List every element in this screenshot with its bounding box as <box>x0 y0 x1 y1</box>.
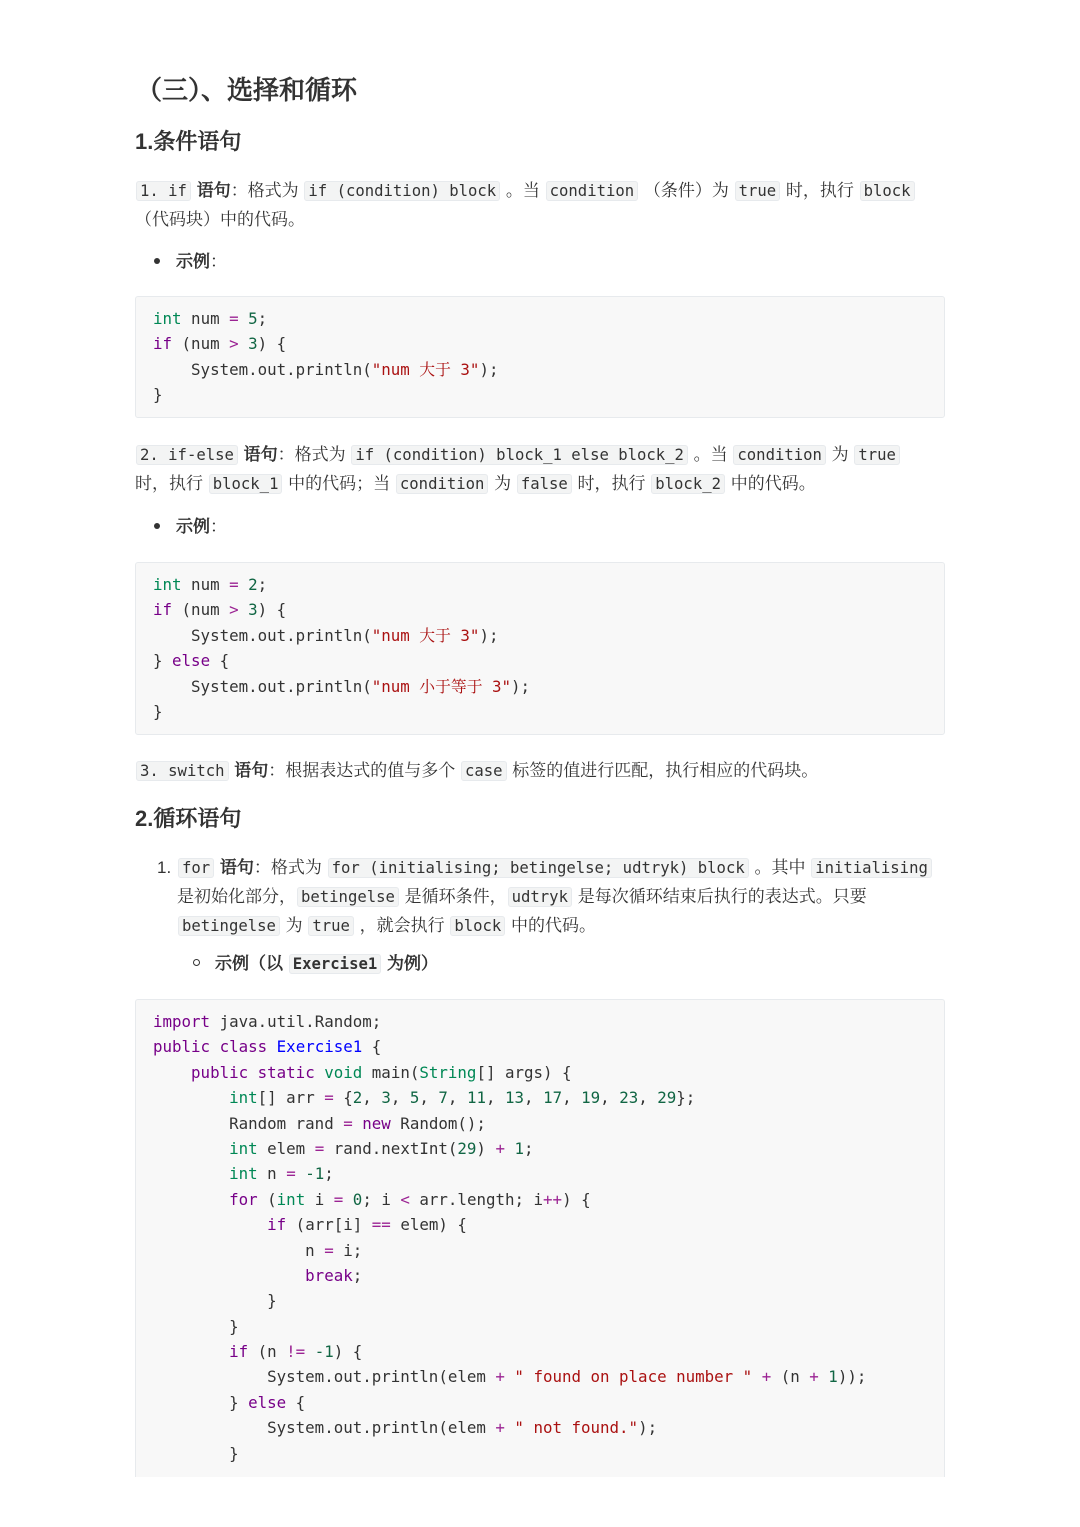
bold-text: 示例（以 <box>215 954 288 973</box>
operator-token: = <box>229 309 239 328</box>
number-token: 7 <box>438 1088 448 1108</box>
code-text <box>239 309 249 328</box>
code-text: { <box>210 651 230 671</box>
code-text: arr.length; i <box>409 1189 544 1209</box>
code-text: Random rand <box>153 1113 344 1133</box>
keyword-token: public <box>191 1062 249 1082</box>
text-run: 中的代码。 <box>506 916 597 935</box>
operator-token: + <box>761 1367 772 1387</box>
code-line <box>153 1111 944 1136</box>
inline-code: condition <box>396 474 489 494</box>
inline-code: udtryk <box>508 887 572 907</box>
keyword-token: else <box>248 1392 287 1412</box>
operator-token: = <box>324 1240 334 1260</box>
string-token: " found on place number " <box>514 1367 753 1387</box>
code-text <box>153 1164 229 1183</box>
code-line <box>153 1212 944 1237</box>
operator-token: != <box>286 1342 306 1362</box>
code-line <box>153 1314 944 1339</box>
operator-token: > <box>229 600 239 620</box>
text-run: 时，执行 <box>572 474 651 493</box>
code-text: { <box>286 1392 306 1412</box>
code-text: , <box>562 1088 582 1108</box>
text-run: （代码块）中的代码。 <box>135 210 305 229</box>
inline-code: block <box>860 181 915 201</box>
code-text: i <box>305 1189 334 1209</box>
inline-code: if (condition) block_1 else block_2 <box>351 445 688 465</box>
number-token: 5 <box>248 309 258 328</box>
number-token: 3 <box>381 1088 391 1108</box>
code-text: , <box>638 1088 658 1108</box>
code-text: ); <box>511 676 531 696</box>
text-run: 是循环条件， <box>399 887 507 906</box>
code-line <box>153 1263 944 1288</box>
inline-code: 1. if <box>136 181 191 201</box>
code-text: elem) { <box>390 1215 467 1235</box>
text-run: ，就会执行 <box>354 916 450 935</box>
code-text <box>505 1367 515 1386</box>
type-token: int <box>153 575 182 594</box>
number-token: 1 <box>514 1138 524 1158</box>
code-text <box>153 1342 229 1361</box>
code-text: { <box>333 1088 353 1108</box>
code-line <box>153 1415 944 1440</box>
code-line <box>153 648 944 673</box>
text-run: 。当 <box>688 445 733 464</box>
code-line <box>153 357 944 382</box>
code-text: ) { <box>257 600 287 620</box>
code-text: ); <box>479 359 499 379</box>
code-block-if-else-example <box>135 562 945 735</box>
code-text: System.out.println( <box>153 359 372 379</box>
type-token: String <box>419 1062 477 1082</box>
code-text: n <box>153 1240 325 1260</box>
text-line <box>176 247 227 276</box>
inline-code: 2. if-else <box>136 445 238 465</box>
text-run: 是每次循环结束后执行的表达式。只要 <box>572 887 867 906</box>
code-text <box>153 1215 267 1234</box>
text-run: 为 <box>489 474 516 493</box>
number-token: -1 <box>305 1164 325 1184</box>
if-statement-paragraph <box>135 176 916 234</box>
code-text: } <box>153 1392 249 1412</box>
keyword-token: class <box>219 1037 268 1057</box>
number-token: 5 <box>409 1088 420 1108</box>
text-run: 中的代码。 <box>725 474 816 493</box>
code-text: main( <box>362 1062 420 1082</box>
code-text: (n <box>248 1342 287 1362</box>
number-token: 3 <box>248 600 258 620</box>
keyword-token: if <box>153 334 173 354</box>
number-token: -1 <box>314 1342 334 1362</box>
for-statement-paragraph <box>177 853 933 940</box>
section-heading-conditionals: 1.条件语句 <box>135 129 242 154</box>
operator-token: + <box>495 1367 505 1387</box>
code-text <box>248 1063 258 1082</box>
keyword-token: if <box>153 600 173 620</box>
keyword-token: else <box>172 651 211 671</box>
text-run: 为 <box>826 445 854 464</box>
sub-bullet-circle <box>193 959 200 966</box>
operator-token: = <box>314 1138 325 1158</box>
code-text: } <box>153 701 163 721</box>
number-token: 29 <box>657 1088 677 1108</box>
code-text: n <box>257 1164 287 1184</box>
keyword-token: break <box>305 1265 353 1285</box>
operator-token: = <box>229 575 239 594</box>
code-line <box>153 1390 944 1415</box>
text-run: ：格式为 <box>277 445 351 464</box>
code-line <box>153 623 944 648</box>
text-run: ：格式为 <box>230 181 304 200</box>
code-text: ; <box>324 1164 334 1184</box>
code-line <box>153 1238 944 1263</box>
text-run: 中的代码；当 <box>283 474 395 493</box>
operator-token: == <box>371 1215 391 1235</box>
code-text: rand.nextInt( <box>324 1138 458 1158</box>
code-text: num <box>181 309 230 328</box>
text-run: ：格式为 <box>253 858 327 877</box>
inline-code: true <box>308 916 354 936</box>
operator-token: > <box>229 334 239 354</box>
code-text: } <box>153 1316 239 1336</box>
code-text <box>343 1190 353 1209</box>
number-token: 0 <box>352 1189 363 1209</box>
operator-token: < <box>400 1189 410 1209</box>
code-text: ; <box>524 1138 534 1158</box>
code-text: ; i <box>362 1189 401 1209</box>
keyword-token: import <box>153 1012 211 1031</box>
code-text <box>239 600 249 619</box>
number-token: 3 <box>248 334 258 354</box>
code-text: } <box>153 1291 277 1311</box>
code-text: ); <box>479 625 499 645</box>
text-line <box>135 756 818 785</box>
bold-text: 语句 <box>219 858 254 877</box>
inline-code: block <box>450 916 505 936</box>
code-text: , <box>419 1088 439 1108</box>
code-line <box>153 1085 944 1110</box>
code-text <box>153 1139 229 1158</box>
code-text: { <box>362 1037 382 1057</box>
keyword-token: if <box>229 1342 249 1362</box>
if-else-statement-paragraph <box>135 440 901 498</box>
text-line <box>135 205 916 234</box>
code-line <box>153 1034 944 1059</box>
code-text: (num <box>172 600 230 620</box>
inline-code: initialising <box>811 858 932 878</box>
code-block-exercise1 <box>135 999 945 1477</box>
code-line <box>153 1441 944 1466</box>
number-token: 13 <box>505 1088 525 1108</box>
inline-code: betingelse <box>178 916 280 936</box>
number-token: 2 <box>248 575 258 594</box>
code-text: , <box>524 1088 544 1108</box>
code-text <box>819 1367 829 1386</box>
keyword-token: static <box>257 1062 315 1082</box>
code-line <box>153 1339 944 1364</box>
code-text <box>153 1190 229 1209</box>
code-text <box>505 1418 515 1437</box>
code-text: ); <box>638 1418 658 1438</box>
code-text: ; <box>352 1265 363 1285</box>
text-run: 。其中 <box>749 858 811 877</box>
code-text: , <box>362 1088 382 1108</box>
text-run: 时，执行 <box>781 181 859 200</box>
number-token: 17 <box>543 1088 563 1108</box>
bold-text: 示例 <box>176 517 210 536</box>
inline-code: Exercise1 <box>289 954 382 974</box>
code-text: ) { <box>562 1189 591 1209</box>
code-line <box>153 1161 944 1186</box>
list-item-number: 1. <box>157 858 172 877</box>
text-run: 。当 <box>501 181 545 200</box>
inline-code: true <box>735 181 781 201</box>
bullet-dot <box>154 258 160 264</box>
code-text <box>752 1367 762 1386</box>
code-text: System.out.println( <box>153 625 372 645</box>
code-text: [] args) { <box>476 1062 572 1082</box>
type-token: int <box>276 1189 306 1209</box>
type-token: int <box>153 309 182 328</box>
code-text: , <box>600 1088 620 1108</box>
code-line <box>153 1187 944 1212</box>
code-text <box>239 334 249 353</box>
text-line <box>215 949 438 978</box>
type-token: int <box>229 1164 258 1184</box>
code-text: Random(); <box>390 1113 486 1133</box>
operator-token: + <box>809 1367 819 1387</box>
example-label-exercise1 <box>215 949 438 978</box>
operator-token: ++ <box>543 1189 563 1209</box>
inline-code: case <box>461 761 507 781</box>
number-token: 2 <box>352 1088 363 1108</box>
code-text: } <box>153 651 173 671</box>
code-text: elem <box>257 1138 315 1158</box>
code-line <box>153 1060 944 1085</box>
inline-code: block_2 <box>651 474 725 494</box>
class-name-token: Exercise1 <box>276 1037 363 1057</box>
code-line <box>153 331 944 356</box>
operator-token: = <box>286 1164 296 1184</box>
code-block-if-example <box>135 296 945 418</box>
code-text: System.out.println(elem <box>153 1418 496 1438</box>
code-line <box>153 306 944 331</box>
code-text <box>239 575 249 594</box>
operator-token: = <box>343 1113 353 1133</box>
bold-text: 语句 <box>196 181 231 200</box>
keyword-token: new <box>362 1113 391 1133</box>
code-text <box>353 1114 363 1133</box>
code-text: ( <box>257 1189 277 1209</box>
code-text <box>153 1266 305 1285</box>
code-line <box>153 1364 944 1389</box>
inline-code: block_1 <box>209 474 283 494</box>
text-run: ： <box>210 517 227 536</box>
code-text: ; <box>257 575 268 594</box>
number-token: 19 <box>581 1088 601 1108</box>
code-text: java.util.Random; <box>210 1012 382 1031</box>
code-text: ) { <box>257 334 287 354</box>
code-line <box>153 674 944 699</box>
page-title: （三）、选择和循环 <box>136 75 358 105</box>
code-text: } <box>153 385 163 405</box>
inline-code: for (initialising; betingelse; udtryk) block <box>328 858 749 878</box>
bold-text: 语句 <box>234 761 269 780</box>
example-label <box>176 512 227 541</box>
keyword-token: for <box>229 1189 258 1209</box>
code-text: i; <box>333 1240 363 1260</box>
text-line <box>135 440 901 469</box>
keyword-token: public <box>153 1037 211 1057</box>
bold-text: 为例） <box>382 954 438 973</box>
text-line <box>177 853 933 882</box>
text-line <box>177 882 933 911</box>
text-line <box>135 469 901 498</box>
code-text: }; <box>676 1088 696 1108</box>
text-run: （条件）为 <box>639 181 734 200</box>
text-line <box>135 176 916 205</box>
keyword-token: if <box>267 1215 287 1235</box>
code-text: , <box>447 1088 467 1108</box>
code-text: )); <box>837 1367 867 1387</box>
number-token: 11 <box>466 1088 486 1108</box>
string-token: " not found." <box>514 1418 639 1438</box>
section-heading-loops: 2.循环语句 <box>135 806 242 831</box>
code-line <box>153 597 944 622</box>
text-run: 时，执行 <box>135 474 208 493</box>
code-line <box>153 1009 944 1034</box>
code-text: System.out.println(elem <box>153 1367 496 1387</box>
inline-code: condition <box>733 445 826 465</box>
inline-code: condition <box>546 181 639 201</box>
string-token: "num 大于 3" <box>371 625 480 645</box>
type-token: void <box>324 1062 363 1082</box>
number-token: 1 <box>828 1367 838 1387</box>
code-text <box>153 1088 229 1107</box>
text-run: 标签的值进行匹配，执行相应的代码块。 <box>507 761 819 780</box>
code-text <box>210 1037 220 1056</box>
text-run: 是初始化部分， <box>177 887 296 906</box>
code-line <box>153 572 944 597</box>
inline-code: true <box>854 445 900 465</box>
code-text: ) { <box>333 1342 363 1362</box>
string-token: "num 大于 3" <box>371 359 480 379</box>
switch-statement-paragraph <box>135 756 818 785</box>
inline-code: false <box>517 474 572 494</box>
text-run: ： <box>210 252 227 271</box>
code-text <box>296 1164 306 1183</box>
code-text: num <box>181 575 230 594</box>
text-run: ：根据表达式的值与多个 <box>268 761 460 780</box>
code-text: (num <box>172 334 230 354</box>
number-token: 29 <box>457 1138 477 1158</box>
code-text <box>305 1342 315 1361</box>
code-text: , <box>390 1088 410 1108</box>
type-token: int <box>229 1088 258 1108</box>
code-text: (arr[i] <box>286 1215 372 1235</box>
bullet-dot <box>154 523 160 529</box>
string-token: "num 小于等于 3" <box>371 676 512 696</box>
bold-text: 示例 <box>176 252 210 271</box>
operator-token: + <box>495 1138 505 1158</box>
number-token: 23 <box>619 1088 639 1108</box>
text-line <box>176 512 227 541</box>
code-line <box>153 1136 944 1161</box>
code-text <box>153 1063 191 1082</box>
bold-text: 语句 <box>243 445 278 464</box>
code-text: ) <box>476 1138 496 1158</box>
code-text <box>267 1037 277 1056</box>
code-text: } <box>153 1443 239 1463</box>
text-run: 为 <box>280 916 308 935</box>
inline-code: if (condition) block <box>304 181 500 201</box>
code-text: , <box>485 1088 506 1108</box>
code-line <box>153 699 944 724</box>
code-line <box>153 1288 944 1313</box>
example-label <box>176 247 227 276</box>
code-text: ; <box>257 309 268 328</box>
code-line <box>153 382 944 407</box>
operator-token: = <box>333 1189 344 1209</box>
operator-token: = <box>324 1088 334 1108</box>
code-text: System.out.println( <box>153 676 372 696</box>
inline-code: 3. switch <box>136 761 229 781</box>
inline-code: betingelse <box>297 887 399 907</box>
code-text <box>315 1063 325 1082</box>
text-line <box>177 911 933 940</box>
type-token: int <box>229 1138 258 1158</box>
code-text: [] arr <box>257 1088 325 1108</box>
code-text: (n <box>771 1367 810 1387</box>
inline-code: for <box>178 858 214 878</box>
operator-token: + <box>495 1418 505 1438</box>
